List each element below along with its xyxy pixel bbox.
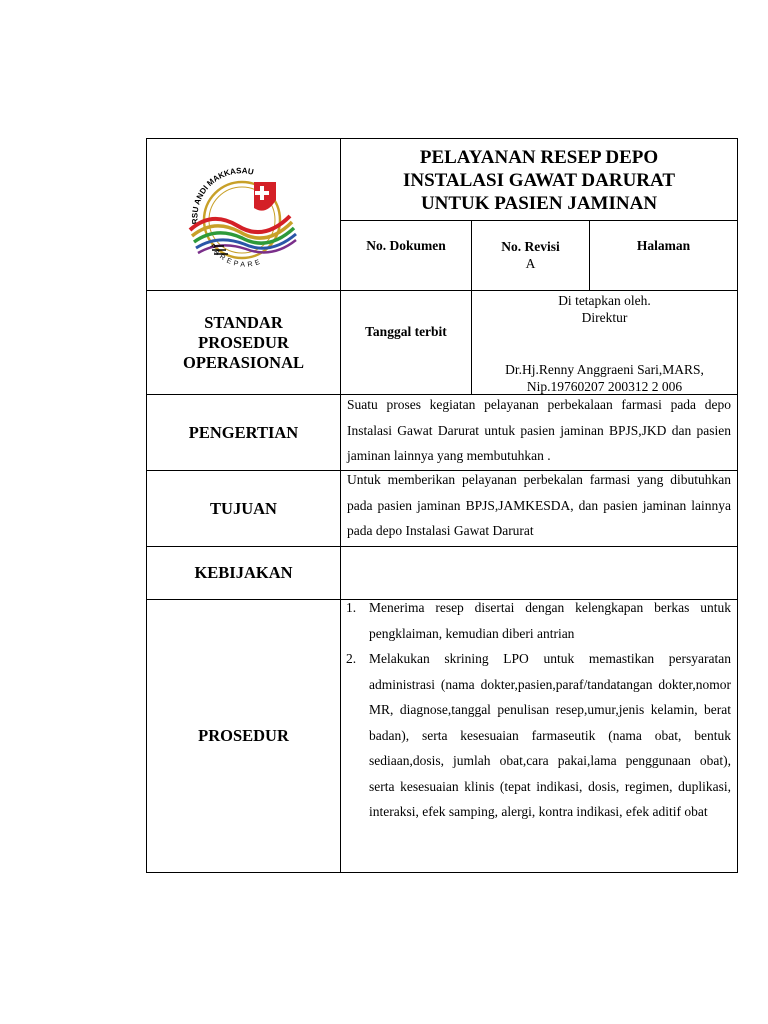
sop-label-line-2: PROSEDUR	[198, 332, 289, 352]
procedure-step-number: 2.	[346, 651, 357, 666]
section-label-kebijakan: KEBIJAKAN	[194, 563, 293, 582]
document-title	[341, 140, 737, 220]
director-nip: Nip.19760207 200312 2 006	[526, 379, 683, 394]
section-text-pengertian: Suatu proses kegiatan pelayanan perbekalaan farmasi pada depo Instalasi Gawat Darurat untuk pasien jaminan BPJS,JKD dan pasien jaminan lainnya yang membutuhkan .	[347, 397, 731, 463]
procedure-list	[341, 595, 737, 825]
svg-text:RSU ANDI MAKKASAU	[190, 166, 254, 224]
revision-value: A	[525, 256, 536, 271]
hospital-logo	[184, 160, 304, 270]
sop-document-table	[146, 138, 738, 873]
procedure-step-text: Menerima resep disertai dengan kelengkapan berkas untuk pengklaiman, kemudian diberi antrian	[369, 600, 731, 641]
approval-line-1: Di tetapkan oleh.	[558, 293, 651, 308]
sop-label-line-3: OPERASIONAL	[182, 352, 305, 372]
procedure-step	[346, 595, 731, 646]
revision-label: No. Revisi	[501, 239, 560, 254]
section-label-prosedur: PROSEDUR	[198, 726, 289, 745]
hospital-logo-cell	[147, 139, 340, 290]
doc-number-label: No. Dokumen	[366, 238, 446, 253]
procedure-step-text: Melakukan skrining LPO untuk memastikan persyaratan administrasi (nama dokter,pasien,paraf/tandatangan dokter,nomor MR, diagnose,tanggal penulisan resep,umur,jenis kelamin, berat badan), serta kesesuaian farmaseutik (nama obat, bentuk sediaan,dosis, jumlah obat,cara pakai,lama penggunaan obat), serta kesesuaian klinis (tepat indikasi, dosis, regimen, duplikasi, interaksi, efek samping, alergi, kontra indikasi, efek aditif obat	[369, 651, 731, 819]
issue-date-label: Tanggal terbit	[365, 324, 447, 339]
director-name: Dr.Hj.Renny Anggraeni Sari,MARS,	[505, 362, 704, 377]
sop-label-line-1: STANDAR	[204, 312, 283, 332]
logo-city-text: PAREPARE	[207, 242, 264, 269]
title-line-3: UNTUK PASIEN JAMINAN	[420, 192, 658, 214]
title-line-1: PELAYANAN RESEP DEPO	[419, 146, 659, 168]
procedure-step-number: 1.	[346, 600, 357, 615]
logo-ring-text: RSU ANDI MAKKASAU	[189, 165, 254, 225]
title-line-2: INSTALASI GAWAT DARURAT	[402, 169, 676, 191]
section-label-tujuan: TUJUAN	[210, 498, 277, 518]
section-text-tujuan: Untuk memberikan pelayanan perbekalan farmasi yang dibutuhkan pada pasien jaminan BPJS,JAMKESDA, dan pasien jaminan lainnya pada depo Instalasi Gawat Darurat	[347, 472, 731, 538]
page-label: Halaman	[636, 238, 691, 253]
revision-cell	[472, 238, 589, 272]
sop-label	[147, 291, 340, 394]
approval-block	[472, 291, 737, 394]
section-label-pengertian: PENGERTIAN	[188, 422, 299, 442]
approval-line-2: Direktur	[581, 310, 628, 325]
procedure-step	[346, 646, 731, 825]
